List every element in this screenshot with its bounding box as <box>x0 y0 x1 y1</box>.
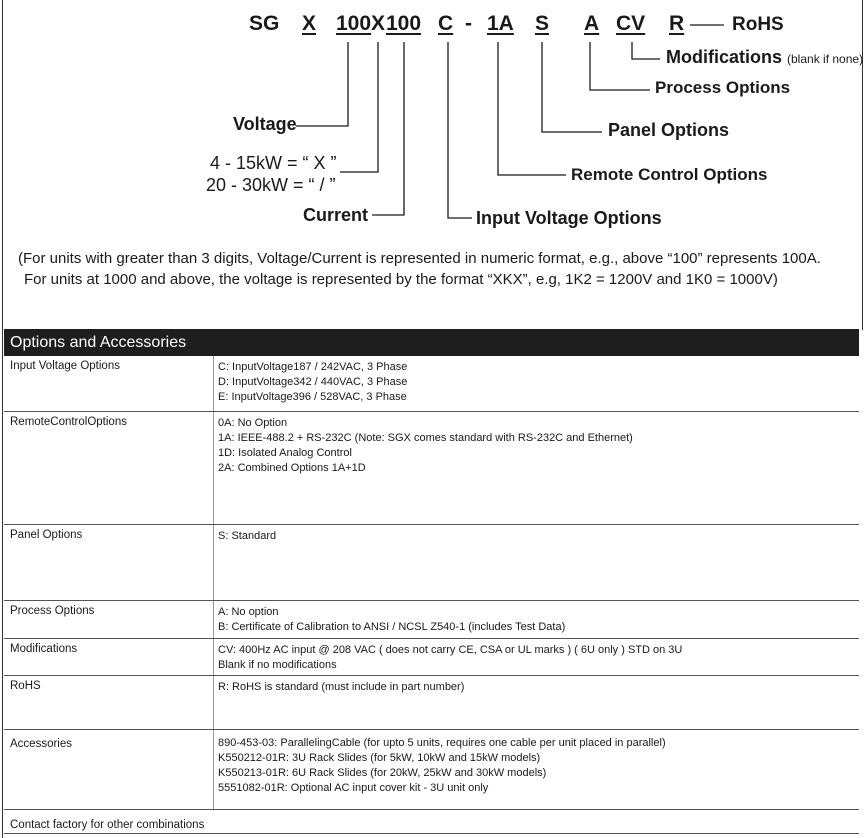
pn-segment-dash: - <box>465 12 472 35</box>
voltage-label: Voltage <box>233 114 297 134</box>
row-details: 0A: No Option 1A: IEEE-488.2 + RS-232C (Note: SGX comes standard with RS-232C and Ethernet) 1D: Isolated Analog Control 2A: Combined Options 1A+1D <box>218 417 633 474</box>
footer-divider <box>4 833 859 834</box>
options-table-title: Options and Accessories <box>4 329 859 356</box>
modifications-label: Modifications (blank if none) <box>666 47 864 67</box>
row-details: C: InputVoltage187 / 242VAC, 3 Phase D: InputVoltage342 / 440VAC, 3 Phase E: InputVoltage396 / 528VAC, 3 Phase <box>218 361 408 403</box>
table-footer-note: Contact factory for other combinations <box>10 819 205 831</box>
table-row-accessories <box>4 730 859 810</box>
pn-segment-range: X <box>302 12 317 35</box>
row-details: 890-453-03: ParallelingCable (for upto 5 units, requires one cable per unit placed in parallel) K550212-01R: 3U Rack Slides (for 5kW, 10kW and 15kW models) K550213-01R: 6U Rack Slides (for 20kW, 25kW and 30kW models) 5551082-01R: Optional AC input cover kit - 3U unit only <box>218 737 666 794</box>
note-line-1: (For units with greater than 3 digits, Voltage/Current is represented in numeric format, e.g., above “100” represents 100A. <box>18 250 821 267</box>
row-details: CV: 400Hz AC input @ 208 VAC ( does not carry CE, CSA or UL marks ) ( 6U only ) STD on 3U Blank if no modifications <box>218 644 683 671</box>
modifications-note: (blank if none) <box>787 52 864 66</box>
pn-segment-series: SG <box>249 12 280 35</box>
pn-segment-input-voltage: C <box>438 12 454 35</box>
remote-control-options-label: Remote Control Options <box>571 165 768 184</box>
table-row-panel <box>4 525 859 601</box>
pn-segment-remote: 1A <box>487 12 514 35</box>
row-name: RemoteControlOptions <box>10 416 127 428</box>
range-low-label: 4 - 15kW = “ X ” <box>210 153 337 173</box>
connector-lines <box>0 0 867 240</box>
process-options-label: Process Options <box>655 78 791 97</box>
table-row-remote-control <box>4 412 859 525</box>
pn-segment-voltage: 100 <box>336 12 372 35</box>
table-row-modifications <box>4 639 859 676</box>
rohs-label: RoHS <box>732 14 784 35</box>
row-details: S: Standard <box>218 530 277 542</box>
row-name: Panel Options <box>10 529 83 541</box>
pn-segment-process: A <box>584 12 600 35</box>
input-voltage-options-label: Input Voltage Options <box>476 208 662 228</box>
row-name: Modifications <box>10 643 78 655</box>
pn-segment-rohs: R <box>669 12 685 35</box>
row-details: A: No option B: Certificate of Calibration to ANSI / NCSL Z540-1 (includes Test Data) <box>218 606 566 633</box>
pn-segment-modifications: CV <box>616 12 646 35</box>
pn-segment-panel: S <box>535 12 550 35</box>
table-row-input-voltage <box>4 356 859 412</box>
row-name: Input Voltage Options <box>10 360 120 372</box>
row-name: Accessories <box>10 738 72 750</box>
row-name: Process Options <box>10 605 95 617</box>
pn-segment-current: 100 <box>386 12 422 35</box>
note-line-2: For units at 1000 and above, the voltage is represented by the format “XKX”, e.g, 1K2 = 1200V and 1K0 = 1000V) <box>24 271 778 288</box>
table-row-rohs <box>4 676 859 730</box>
pn-segment-separator: X <box>371 12 386 35</box>
row-name: RoHS <box>10 680 41 692</box>
panel-options-label: Panel Options <box>608 120 730 140</box>
range-high-label: 20 - 30kW = “ / ” <box>206 175 336 195</box>
table-row-process <box>4 601 859 639</box>
row-details: R: RoHS is standard (must include in part number) <box>218 681 465 693</box>
current-label: Current <box>303 205 369 225</box>
